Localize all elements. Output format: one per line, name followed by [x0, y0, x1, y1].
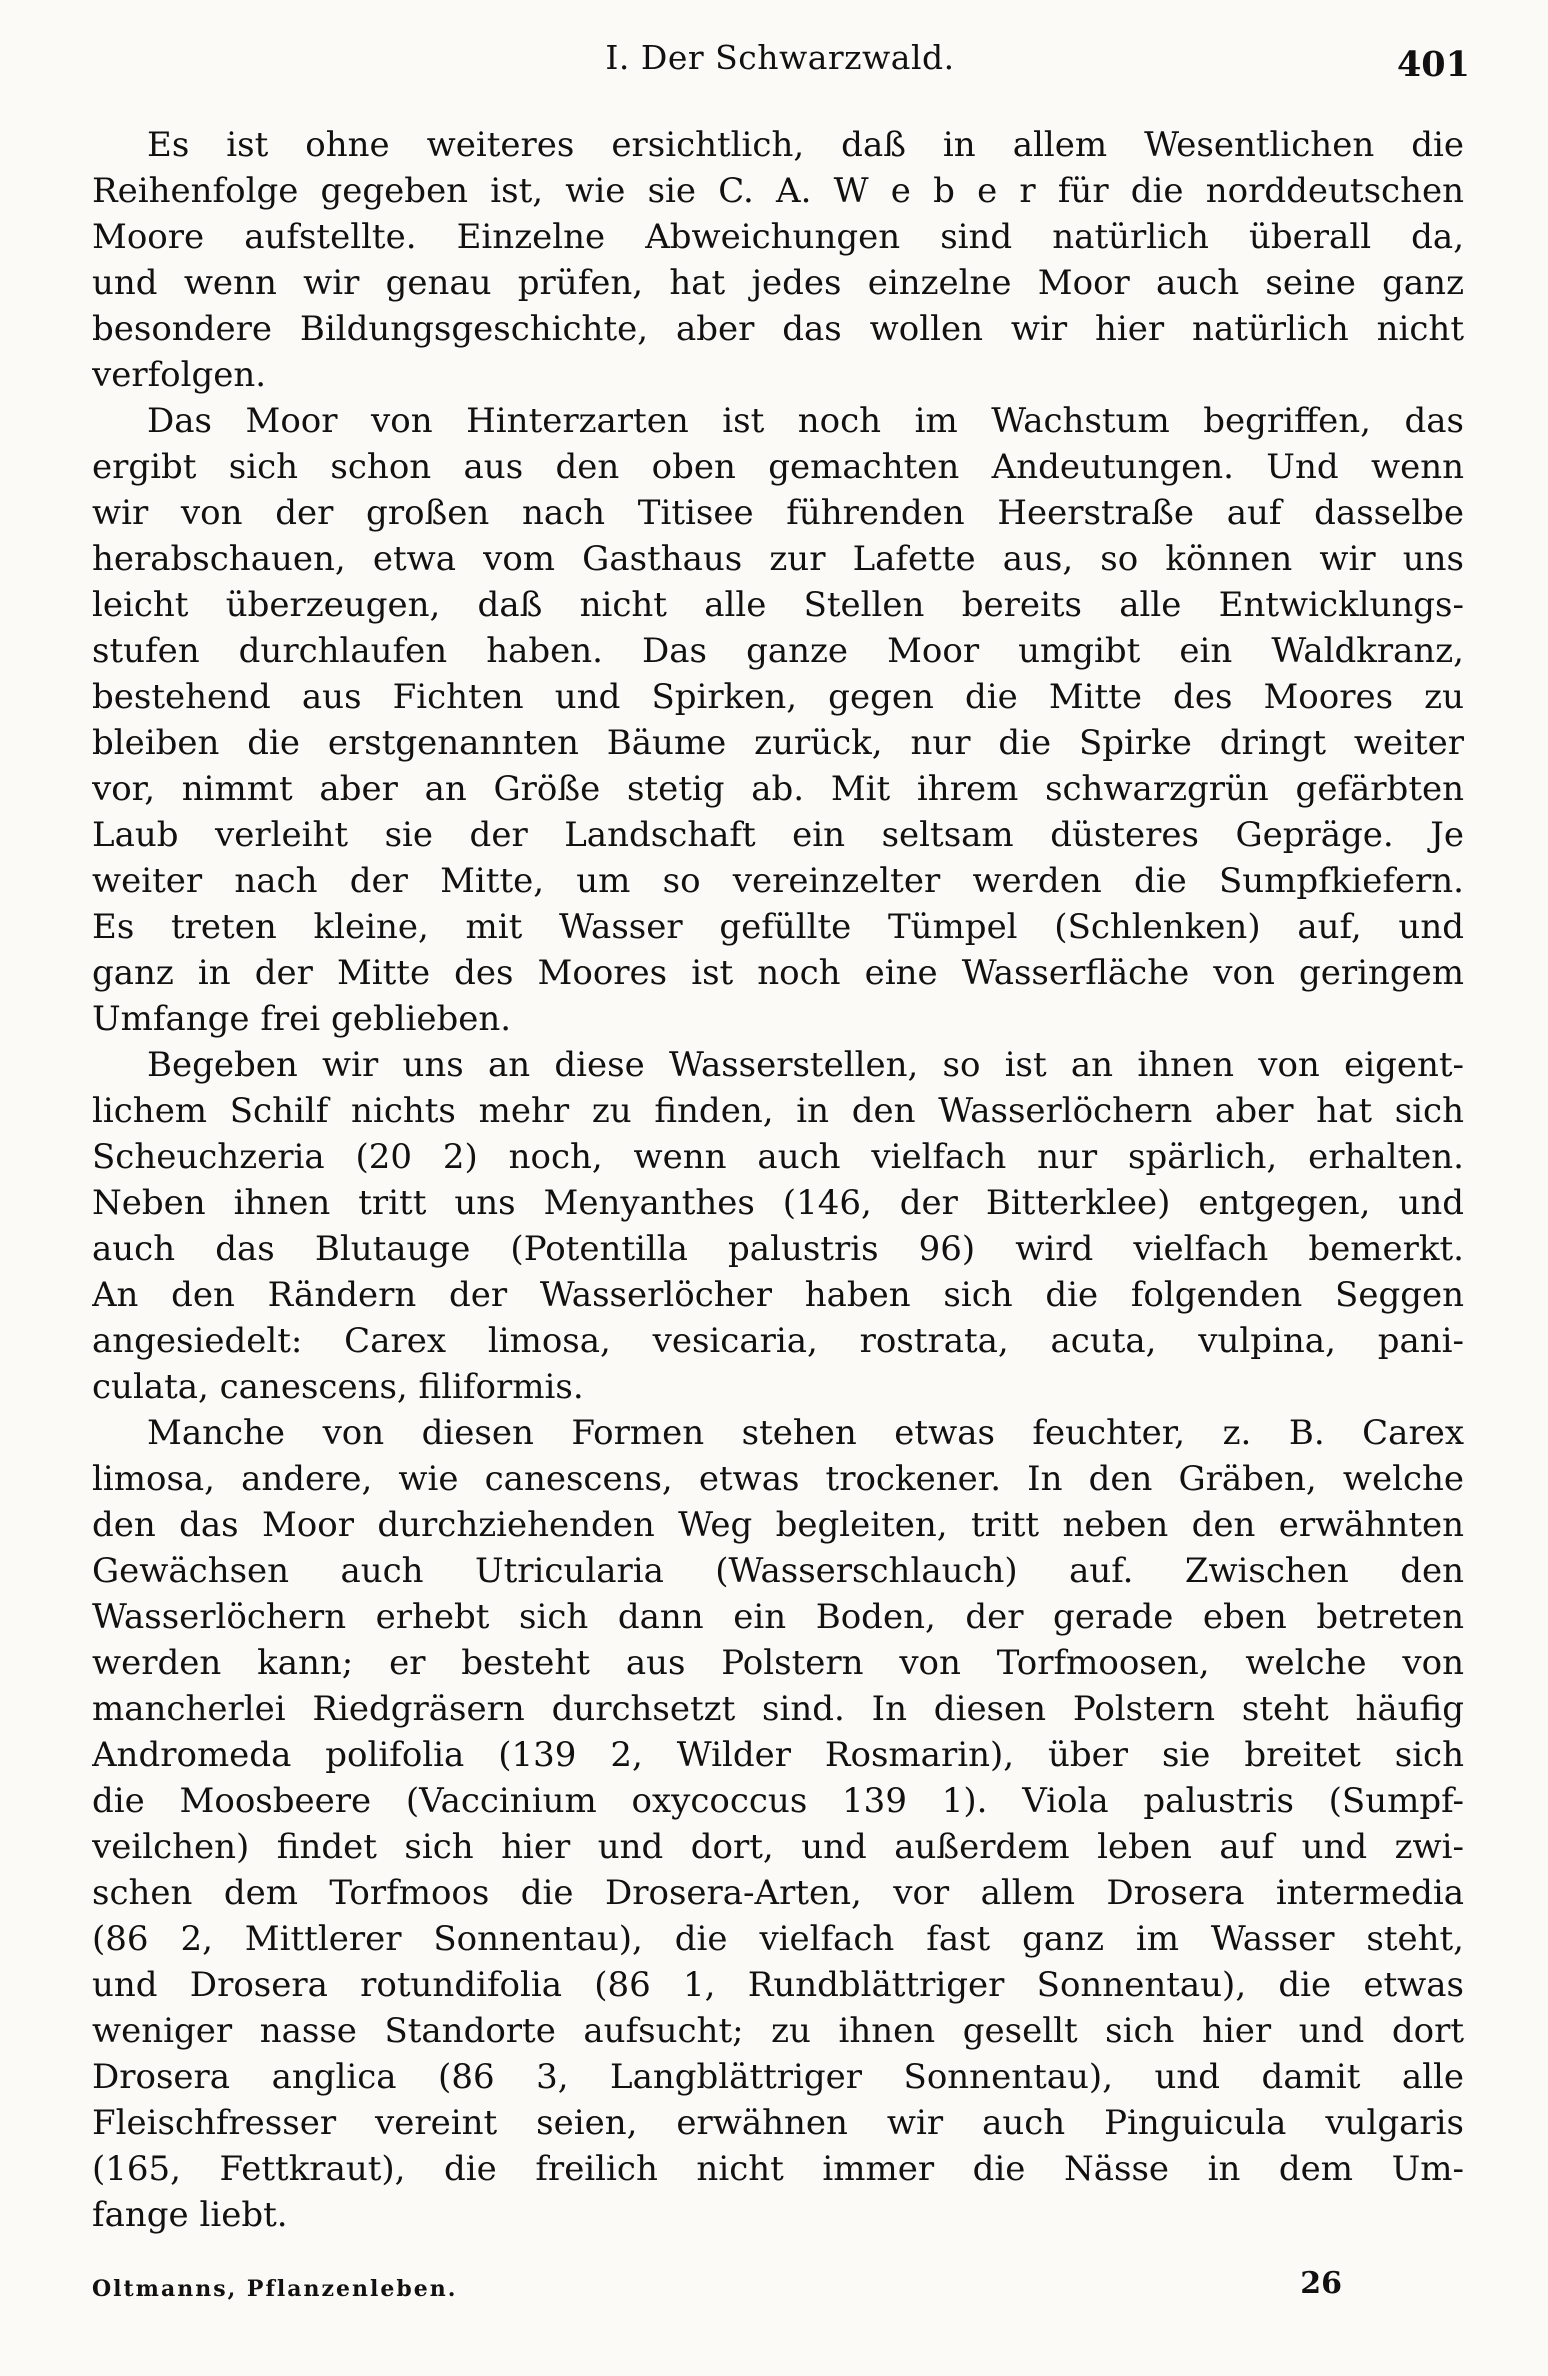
text-line: und Drosera rotundifolia (86 1, Rundblättriger Sonnentau), die etwas [92, 1965, 1464, 2005]
running-head [90, 38, 1470, 88]
text-line: Laub verleiht sie der Landschaft ein seltsam düsteres Gepräge. Je [92, 815, 1464, 855]
text-line: (86 2, Mittlerer Sonnentau), die vielfach fast ganz im Wasser steht, [92, 1919, 1464, 1959]
text-line: lichem Schilf nichts mehr zu finden, in den Wasserlöchern aber hat sich [92, 1091, 1464, 1131]
text-line: weiter nach der Mitte, um so vereinzelter werden die Sumpfkiefern. [92, 861, 1464, 901]
text-line: Umfange frei geblieben. [92, 999, 512, 1039]
text-line: angesiedelt: Carex limosa, vesicaria, rostrata, acuta, vulpina, pani- [92, 1321, 1464, 1361]
text-line: werden kann; er besteht aus Polstern von Torfmoosen, welche von [92, 1643, 1464, 1683]
text-line: bestehend aus Fichten und Spirken, gegen die Mitte des Moores zu [92, 677, 1464, 717]
text-line: fange liebt. [92, 2195, 288, 2235]
text-line: Gewächsen auch Utricularia (Wasserschlauch) auf. Zwischen den [92, 1551, 1464, 1591]
text-line: Reihenfolge gegeben ist, wie sie C. A. W e b e r für die norddeutschen [92, 171, 1464, 211]
text-line: culata, canescens, filiformis. [92, 1367, 584, 1407]
text-line: limosa, andere, wie canescens, etwas trockener. In den Gräben, welche [92, 1459, 1464, 1499]
text-line: Fleischfresser vereint seien, erwähnen wir auch Pinguicula vulgaris [92, 2103, 1464, 2143]
text-line: und wenn wir genau prüfen, hat jedes einzelne Moor auch seine ganz [92, 263, 1464, 303]
text-line: verfolgen. [92, 355, 267, 395]
text-line: mancherlei Riedgräsern durchsetzt sind. In diesen Polstern steht häufig [92, 1689, 1464, 1729]
text-line: ergibt sich schon aus den oben gemachten Andeutungen. Und wenn [92, 447, 1464, 487]
text-line: vor, nimmt aber an Größe stetig ab. Mit ihrem schwarzgrün gefärbten [92, 769, 1464, 809]
text-line: ganz in der Mitte des Moores ist noch eine Wasserfläche von geringem [92, 953, 1464, 993]
body-text [92, 122, 1464, 2238]
text-line: Scheuchzeria (20 2) noch, wenn auch vielfach nur spärlich, erhalten. [92, 1137, 1464, 1177]
text-line: den das Moor durchziehenden Weg begleiten, tritt neben den erwähnten [92, 1505, 1464, 1545]
text-line: die Moosbeere (Vaccinium oxycoccus 139 1). Viola palustris (Sumpf- [92, 1781, 1464, 1821]
text-line: weniger nasse Standorte aufsucht; zu ihnen gesellt sich hier und dort [92, 2011, 1464, 2051]
text-line: Begeben wir uns an diese Wasserstellen, so ist an ihnen von eigent- [147, 1045, 1464, 1085]
page-footer [92, 2266, 1342, 2316]
text-line: veilchen) findet sich hier und dort, und außerdem leben auf und zwi- [92, 1827, 1464, 1867]
text-line: stufen durchlaufen haben. Das ganze Moor umgibt ein Waldkranz, [92, 631, 1464, 671]
footer-author: Oltmanns, Pflanzenleben. [92, 2276, 458, 2302]
page-number: 401 [1396, 44, 1470, 85]
text-line: bleiben die erstgenannten Bäume zurück, nur die Spirke dringt weiter [92, 723, 1464, 763]
text-line: Drosera anglica (86 3, Langblättriger Sonnentau), und damit alle [92, 2057, 1464, 2097]
text-line: Manche von diesen Formen stehen etwas feuchter, z. B. Carex [147, 1413, 1464, 1453]
text-line: wir von der großen nach Titisee führenden Heerstraße auf dasselbe [92, 493, 1464, 533]
text-line: Das Moor von Hinterzarten ist noch im Wachstum begriffen, das [147, 401, 1464, 441]
text-line: Moore aufstellte. Einzelne Abweichungen sind natürlich überall da, [92, 217, 1464, 257]
text-line: Es treten kleine, mit Wasser gefüllte Tümpel (Schlenken) auf, und [92, 907, 1464, 947]
text-line: besondere Bildungsgeschichte, aber das wollen wir hier natürlich nicht [92, 309, 1464, 349]
text-line: leicht überzeugen, daß nicht alle Stellen bereits alle Entwicklungs- [92, 585, 1464, 625]
text-line: schen dem Torfmoos die Drosera-Arten, vor allem Drosera intermedia [92, 1873, 1464, 1913]
text-line: Wasserlöchern erhebt sich dann ein Boden, der gerade eben betreten [92, 1597, 1464, 1637]
text-line: Neben ihnen tritt uns Menyanthes (146, der Bitterklee) entgegen, und [92, 1183, 1464, 1223]
text-line: auch das Blutauge (Potentilla palustris 96) wird vielfach bemerkt. [92, 1229, 1464, 1269]
text-line: herabschauen, etwa vom Gasthaus zur Lafette aus, so können wir uns [92, 539, 1464, 579]
text-line: (165, Fettkraut), die freilich nicht immer die Nässe in dem Um- [92, 2149, 1464, 2189]
text-line: Andromeda polifolia (139 2, Wilder Rosmarin), über sie breitet sich [92, 1735, 1464, 1775]
text-line: An den Rändern der Wasserlöcher haben sich die folgenden Seggen [92, 1275, 1464, 1315]
text-line: Es ist ohne weiteres ersichtlich, daß in allem Wesentlichen die [147, 125, 1464, 165]
running-title: I. Der Schwarzwald. [605, 38, 955, 77]
signature-mark: 26 [1300, 2266, 1342, 2301]
